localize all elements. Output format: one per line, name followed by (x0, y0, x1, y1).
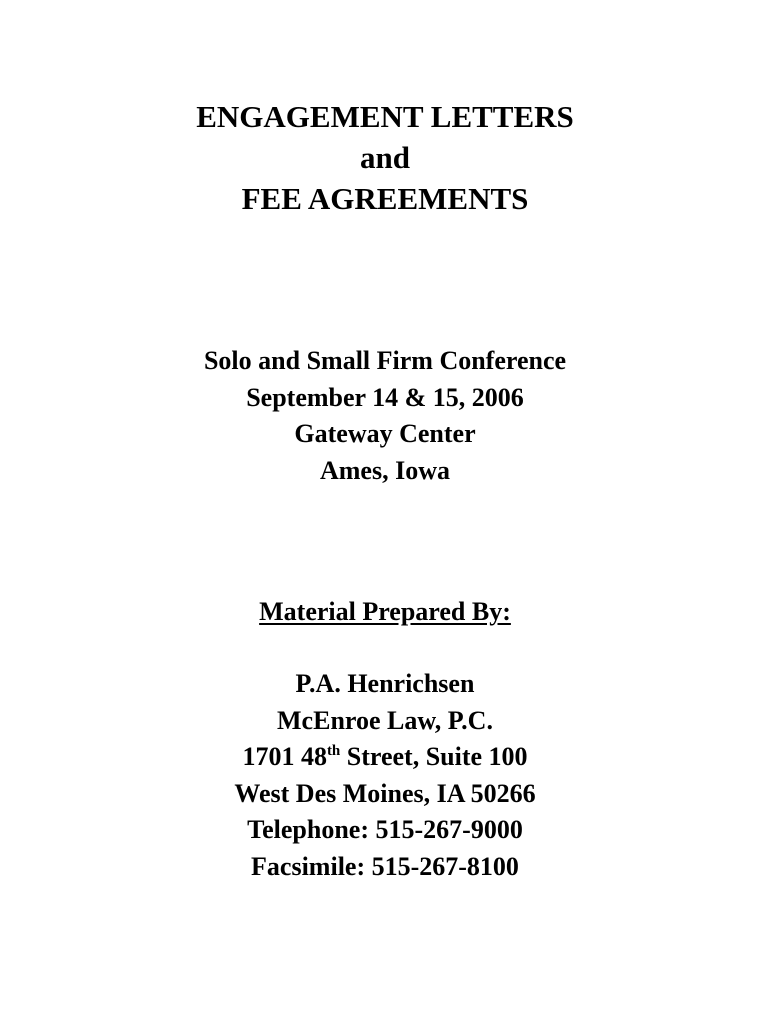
address-ordinal-suffix: th (326, 743, 341, 759)
conference-dates: September 14 & 15, 2006 (246, 382, 524, 412)
address-street-suite: Street, Suite 100 (340, 742, 528, 771)
conference-name: Solo and Small Firm Conference (203, 346, 567, 375)
prepared-by-heading: Material Prepared By: (259, 597, 511, 626)
conference-venue: Gateway Center (294, 419, 476, 448)
title-line-2: and (360, 140, 410, 175)
title-line-1: ENGAGEMENT LETTERS (196, 99, 574, 134)
address-number: 1701 48 (242, 742, 327, 771)
author-street-address (0, 739, 770, 776)
author-facsimile: Facsimile: 515-267-8100 (251, 851, 519, 881)
conference-info (0, 343, 770, 489)
conference-location: Ames, Iowa (320, 455, 450, 485)
author-city-state-zip: West Des Moines, IA 50266 (234, 778, 536, 808)
author-telephone: Telephone: 515-267-9000 (247, 815, 523, 844)
author-name: P.A. Henrichsen (295, 669, 475, 698)
author-firm: McEnroe Law, P.C. (277, 705, 493, 735)
title-line-3: FEE AGREEMENTS (241, 181, 529, 216)
document-title (0, 96, 770, 219)
author-info (0, 666, 770, 885)
